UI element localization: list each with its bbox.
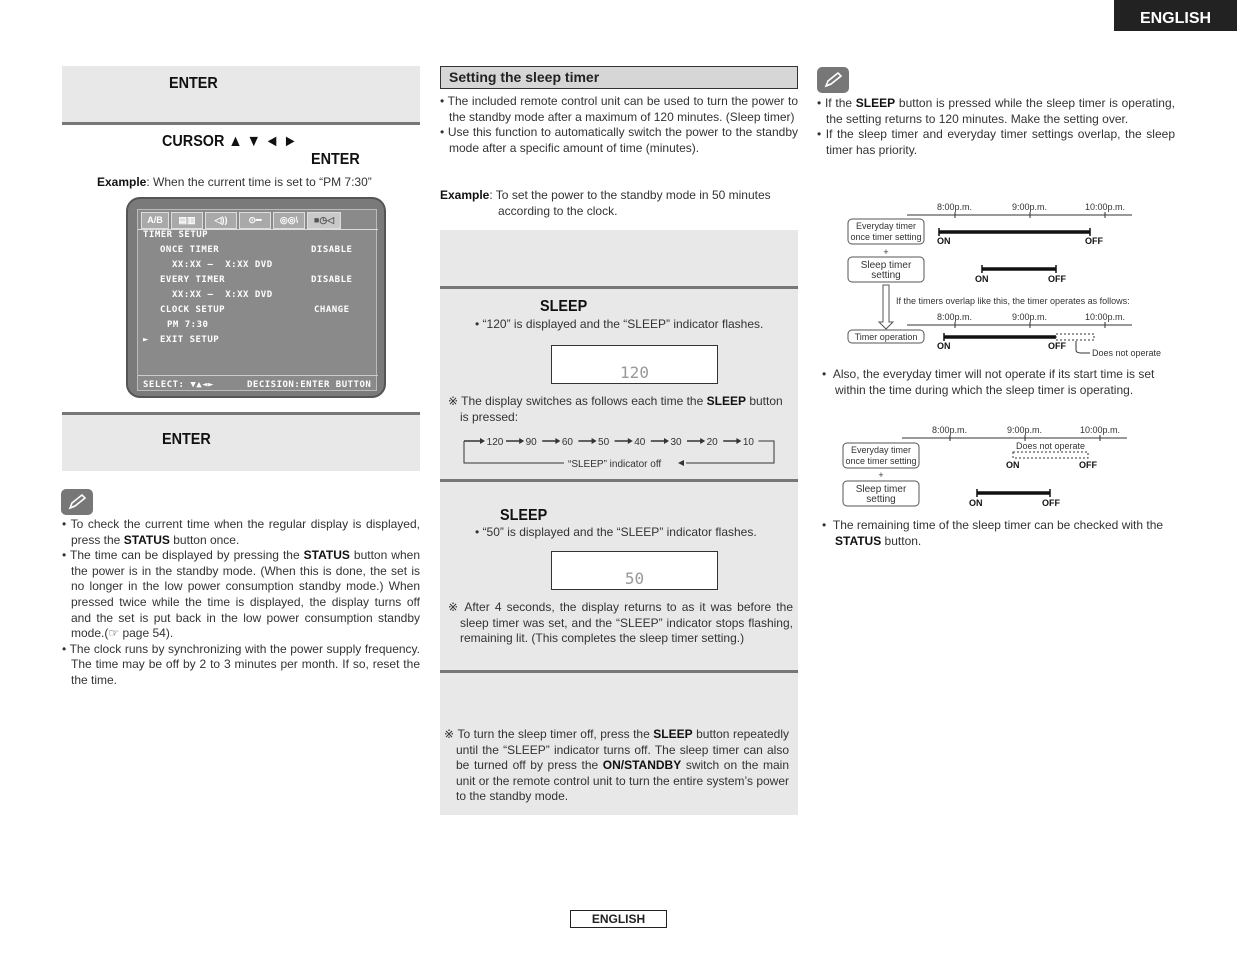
sleep-step3-ref: ※ After 4 seconds, the display returns to as it was before the sleep timer was set, and the “SLEEP” indicator stops flashing, remaining lit. (This completes the sleep timer setting.): [448, 600, 793, 646]
off-label: OFF: [1048, 274, 1066, 284]
sleep-step2-ref: ※ The display switches as follows each time the SLEEP button is pressed:: [448, 394, 783, 424]
osd-title: TIMER SETUP: [143, 230, 209, 240]
osd-tab-timer: ■◷◁: [307, 212, 341, 229]
osd-footer-select: SELECT: ▼▲◄►: [143, 380, 215, 390]
osd-once-timer: ONCE TIMER: [160, 245, 220, 255]
sleep-example: [440, 188, 798, 219]
does-not-operate-label: Does not operate: [1092, 348, 1162, 358]
time-label: 10:00p.m.: [1085, 312, 1126, 322]
everyday-timer-diagram: [840, 420, 1180, 515]
osd-tab-speaker: ◁)): [205, 212, 237, 229]
step1-key: ENTER: [169, 75, 218, 92]
footer-language-tab: ENGLISH: [570, 910, 667, 928]
does-not-operate-box: [1013, 452, 1088, 458]
seq-return-line: [464, 441, 564, 463]
osd-tab-other: ◎◎\: [273, 212, 305, 229]
seq-value: 60: [561, 437, 573, 448]
seq-arrowhead: [480, 438, 485, 444]
osd-clock-value: CHANGE: [314, 305, 350, 315]
osd-tab-audio: A/B: [141, 212, 169, 229]
leader-line: [1076, 341, 1090, 353]
off-label: OFF: [1079, 460, 1097, 470]
overlap-timer-diagram: [840, 198, 1180, 363]
osd-clock-time: PM 7:30: [167, 320, 209, 330]
right-notes: [817, 96, 1175, 158]
plus-sign: +: [883, 247, 889, 257]
everyday-label-2: once timer setting: [845, 456, 917, 466]
osd-once-time: XX:XX – X:XX DVD: [172, 260, 273, 270]
overlap-note: If the timers overlap like this, the timer operates as follows:: [896, 296, 1130, 306]
note-item: • If the SLEEP button is pressed while the sleep timer is operating, the setting returns to 120 minutes. Make the setting over.: [817, 96, 1175, 126]
seq-value: 50: [598, 437, 610, 448]
sleep-label-2: setting: [866, 494, 896, 505]
seq-arrowhead: [628, 438, 633, 444]
note-item: • If the sleep timer and everyday timer settings overlap, the sleep timer has priority.: [817, 127, 1175, 157]
time-label: 9:00p.m.: [1012, 312, 1048, 322]
everyday-label-1: Everyday timer: [850, 445, 912, 455]
on-label: ON: [975, 274, 989, 284]
osd-screen: [137, 209, 377, 391]
osd-exit-setup: EXIT SETUP: [160, 335, 220, 345]
step2-enter: ENTER: [311, 151, 360, 168]
right-note4: [822, 518, 1175, 549]
osd-every-value: DISABLE: [311, 275, 353, 285]
seq-arrowhead: [664, 438, 669, 444]
timer-operation-label: Timer operation: [854, 332, 918, 342]
sleep-label-1: Sleep timer: [860, 260, 912, 271]
seq-arrowhead: [678, 460, 684, 466]
time-label: 9:00p.m.: [1012, 202, 1048, 212]
plus-sign: +: [878, 470, 884, 480]
time-label: 9:00p.m.: [1007, 425, 1043, 435]
language-tab: ENGLISH: [1114, 0, 1237, 31]
sleep-step3-box: [440, 482, 798, 670]
down-arrow: [879, 285, 893, 329]
intro-bullet: • Use this function to automatically switch the power to the standby mode after a specific amount of time (minutes).: [440, 125, 798, 155]
seq-value: 20: [706, 437, 718, 448]
time-label: 10:00p.m.: [1085, 202, 1126, 212]
seq-arrowhead: [555, 438, 560, 444]
intro-bullet: • The included remote control unit can be used to turn the power to the standby mode after a maximum of 120 minutes. (Sleep timer): [440, 94, 799, 124]
sleep-sequence-diagram: [440, 429, 798, 469]
does-not-operate-label: Does not operate: [1016, 441, 1086, 451]
osd-cursor-arrow: ►: [143, 335, 149, 345]
sleep-label-2: setting: [871, 270, 901, 281]
step3-box: [62, 415, 420, 471]
seq-value: 30: [670, 437, 682, 448]
note-item: • The clock runs by synchronizing with the power supply frequency. The time may be off by 2 to 3 minutes per month. If so, reset the the time.: [62, 641, 420, 687]
seq-arrowhead: [519, 438, 524, 444]
off-label: OFF: [1042, 498, 1060, 508]
osd-footer-decision: DECISION:ENTER BUTTON: [247, 380, 372, 390]
sleep-key: SLEEP: [540, 298, 588, 315]
seq-value: 120: [486, 437, 504, 448]
lcd-display: 50: [551, 551, 718, 590]
right-note3: [822, 367, 1175, 398]
sleep-step2-desc: • “120” is displayed and the “SLEEP” indicator flashes.: [475, 317, 764, 331]
on-label: ON: [1006, 460, 1020, 470]
seq-arrowhead: [700, 438, 705, 444]
sleep-step4-box: [440, 673, 798, 815]
sleep-key: SLEEP: [500, 507, 548, 524]
sleep-step1-box: [440, 230, 798, 286]
seq-arrowhead: [592, 438, 597, 444]
osd-every-timer: EVERY TIMER: [160, 275, 226, 285]
off-label: OFF: [1048, 341, 1066, 351]
note-item: • The time can be displayed by pressing the STATUS button when the power is in the standby mode. (When this is done, the set is no longer in the low power consumption standby mode.) When pressed twice while the time is displayed, the display turns off and the set is put back in the low power consumption standby mode.(☞ page 54).: [62, 548, 420, 641]
osd-tab-display: ▤▥: [171, 212, 203, 229]
note-item: • To check the current time when the regular display is displayed, press the STATUS button once.: [62, 517, 420, 547]
on-label: ON: [937, 236, 951, 246]
time-label: 8:00p.m.: [932, 425, 968, 435]
time-label: 10:00p.m.: [1080, 425, 1121, 435]
osd-clock-setup: CLOCK SETUP: [160, 305, 226, 315]
sleep-step2-box: [440, 289, 798, 479]
seq-value: 90: [525, 437, 537, 448]
seq-return-line: [686, 441, 774, 463]
example-text: : To set the power to the standby mode in 50 minutes according to the clock.: [489, 188, 771, 218]
example-label: Example: [97, 175, 147, 189]
osd-once-value: DISABLE: [311, 245, 353, 255]
on-label: ON: [937, 341, 951, 351]
left-notes: [62, 517, 420, 689]
timer-setup-osd: [126, 197, 386, 398]
osd-footer-line: [138, 375, 378, 376]
everyday-label-2: once timer setting: [850, 232, 922, 242]
sleep-step3-desc: • “50” is displayed and the “SLEEP” indicator flashes.: [475, 525, 757, 539]
note-pencil-icon: [817, 67, 849, 93]
sleep-label-1: Sleep timer: [855, 484, 907, 495]
seq-arrowhead: [736, 438, 741, 444]
on-label: ON: [969, 498, 983, 508]
note-item: • The remaining time of the sleep timer can be checked with the STATUS button.: [822, 518, 1164, 548]
everyday-label-1: Everyday timer: [855, 221, 917, 231]
step3-key: ENTER: [162, 431, 211, 448]
step2-example: [97, 175, 417, 191]
step1-box: [62, 66, 420, 122]
example-text: : When the current time is set to “PM 7:30”: [146, 175, 372, 189]
section-title: Setting the sleep timer: [440, 66, 798, 89]
seq-value: 10: [742, 437, 754, 448]
off-label: OFF: [1085, 236, 1103, 246]
does-not-operate-box: [1056, 334, 1094, 340]
intro-bullets: [440, 94, 798, 156]
seq-value: 40: [634, 437, 646, 448]
lcd-display: 120: [551, 345, 718, 384]
step2-keys: CURSOR ▲ ▼ ◄ ►: [162, 133, 298, 150]
time-label: 8:00p.m.: [937, 202, 973, 212]
example-label: Example: [440, 188, 490, 202]
sleep-step4-ref: ※ To turn the sleep timer off, press the SLEEP button repeatedly until the “SLEEP” indicator turns off. The sleep timer can also be turned off by press the ON/STANDBY switch on the main unit or the remote control unit to turn the entire system’s power to the standby mode.: [444, 727, 790, 804]
osd-tab-key: ⊙━: [239, 212, 271, 229]
osd-every-time: XX:XX – X:XX DVD: [172, 290, 273, 300]
note-item: • Also, the everyday timer will not operate if its start time is set within the time during which the sleep timer is operating.: [822, 367, 1155, 397]
time-label: 8:00p.m.: [937, 312, 973, 322]
seq-indicator-off: “SLEEP” indicator off: [568, 459, 662, 469]
note-pencil-icon: [61, 489, 93, 515]
